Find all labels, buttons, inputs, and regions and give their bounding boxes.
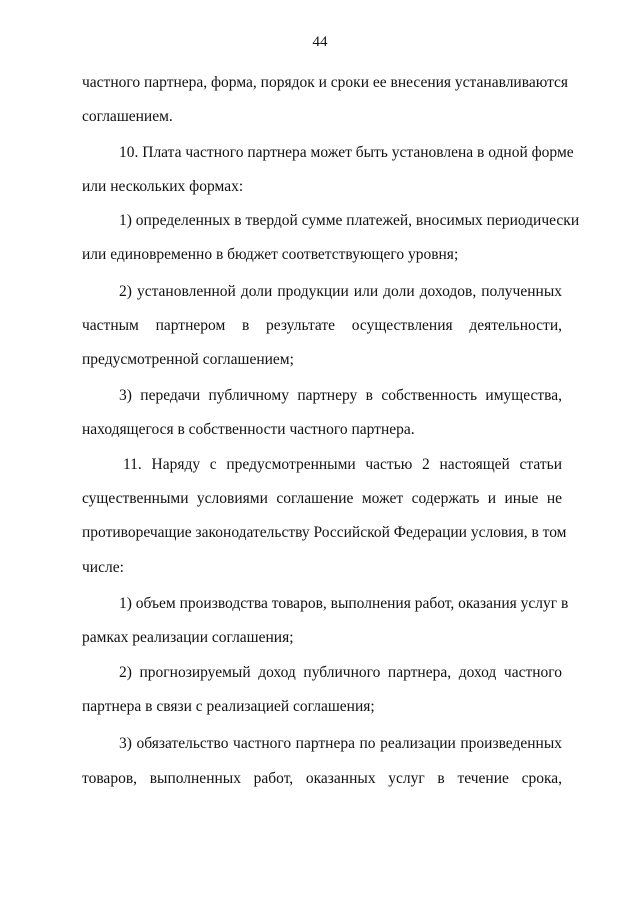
- text-line: частного партнера, форма, порядок и сроки ее внесения устанавливаются: [82, 74, 569, 91]
- text-line: существенными условиями соглашение может содержать и иные не: [82, 490, 562, 507]
- paragraph-first-line: 11. Наряду с предусмотренными частью 2 настоящей статьи: [123, 456, 562, 473]
- text-line: находящегося в собственности частного партнера.: [82, 421, 415, 438]
- text-line: противоречащие законодательству Российской Федерации условия, в том: [82, 524, 567, 541]
- list-item-first-line: 2) прогнозируемый доход публичного партнера, доход частного: [119, 664, 562, 681]
- list-item-first-line: 2) установленной доли продукции или доли доходов, полученных: [119, 283, 562, 300]
- list-item-first-line: 3) передачи публичному партнеру в собственность имущества,: [119, 387, 562, 404]
- text-line: предусмотренной соглашением;: [82, 351, 294, 368]
- text-line: товаров, выполненных работ, оказанных услуг в течение срока,: [82, 770, 562, 787]
- list-item-first-line: 1) объем производства товаров, выполнения работ, оказания услуг в: [119, 595, 569, 612]
- text-line: соглашением.: [82, 108, 173, 125]
- text-line: частным партнером в результате осуществления деятельности,: [82, 317, 562, 334]
- text-line: или нескольких формах:: [82, 178, 244, 195]
- page-number: 44: [312, 34, 328, 50]
- text-line: числе:: [82, 559, 124, 576]
- list-item-first-line: 3) обязательство частного партнера по реализации произведенных: [119, 735, 562, 752]
- list-item-first-line: 1) определенных в твердой сумме платежей, вносимых периодически: [119, 212, 580, 229]
- text-line: партнера в связи с реализацией соглашения;: [82, 698, 375, 715]
- paragraph-first-line: 10. Плата частного партнера может быть установлена в одной форме: [119, 144, 574, 161]
- text-line: или единовременно в бюджет соответствующего уровня;: [82, 246, 459, 263]
- text-line: рамках реализации соглашения;: [82, 629, 294, 646]
